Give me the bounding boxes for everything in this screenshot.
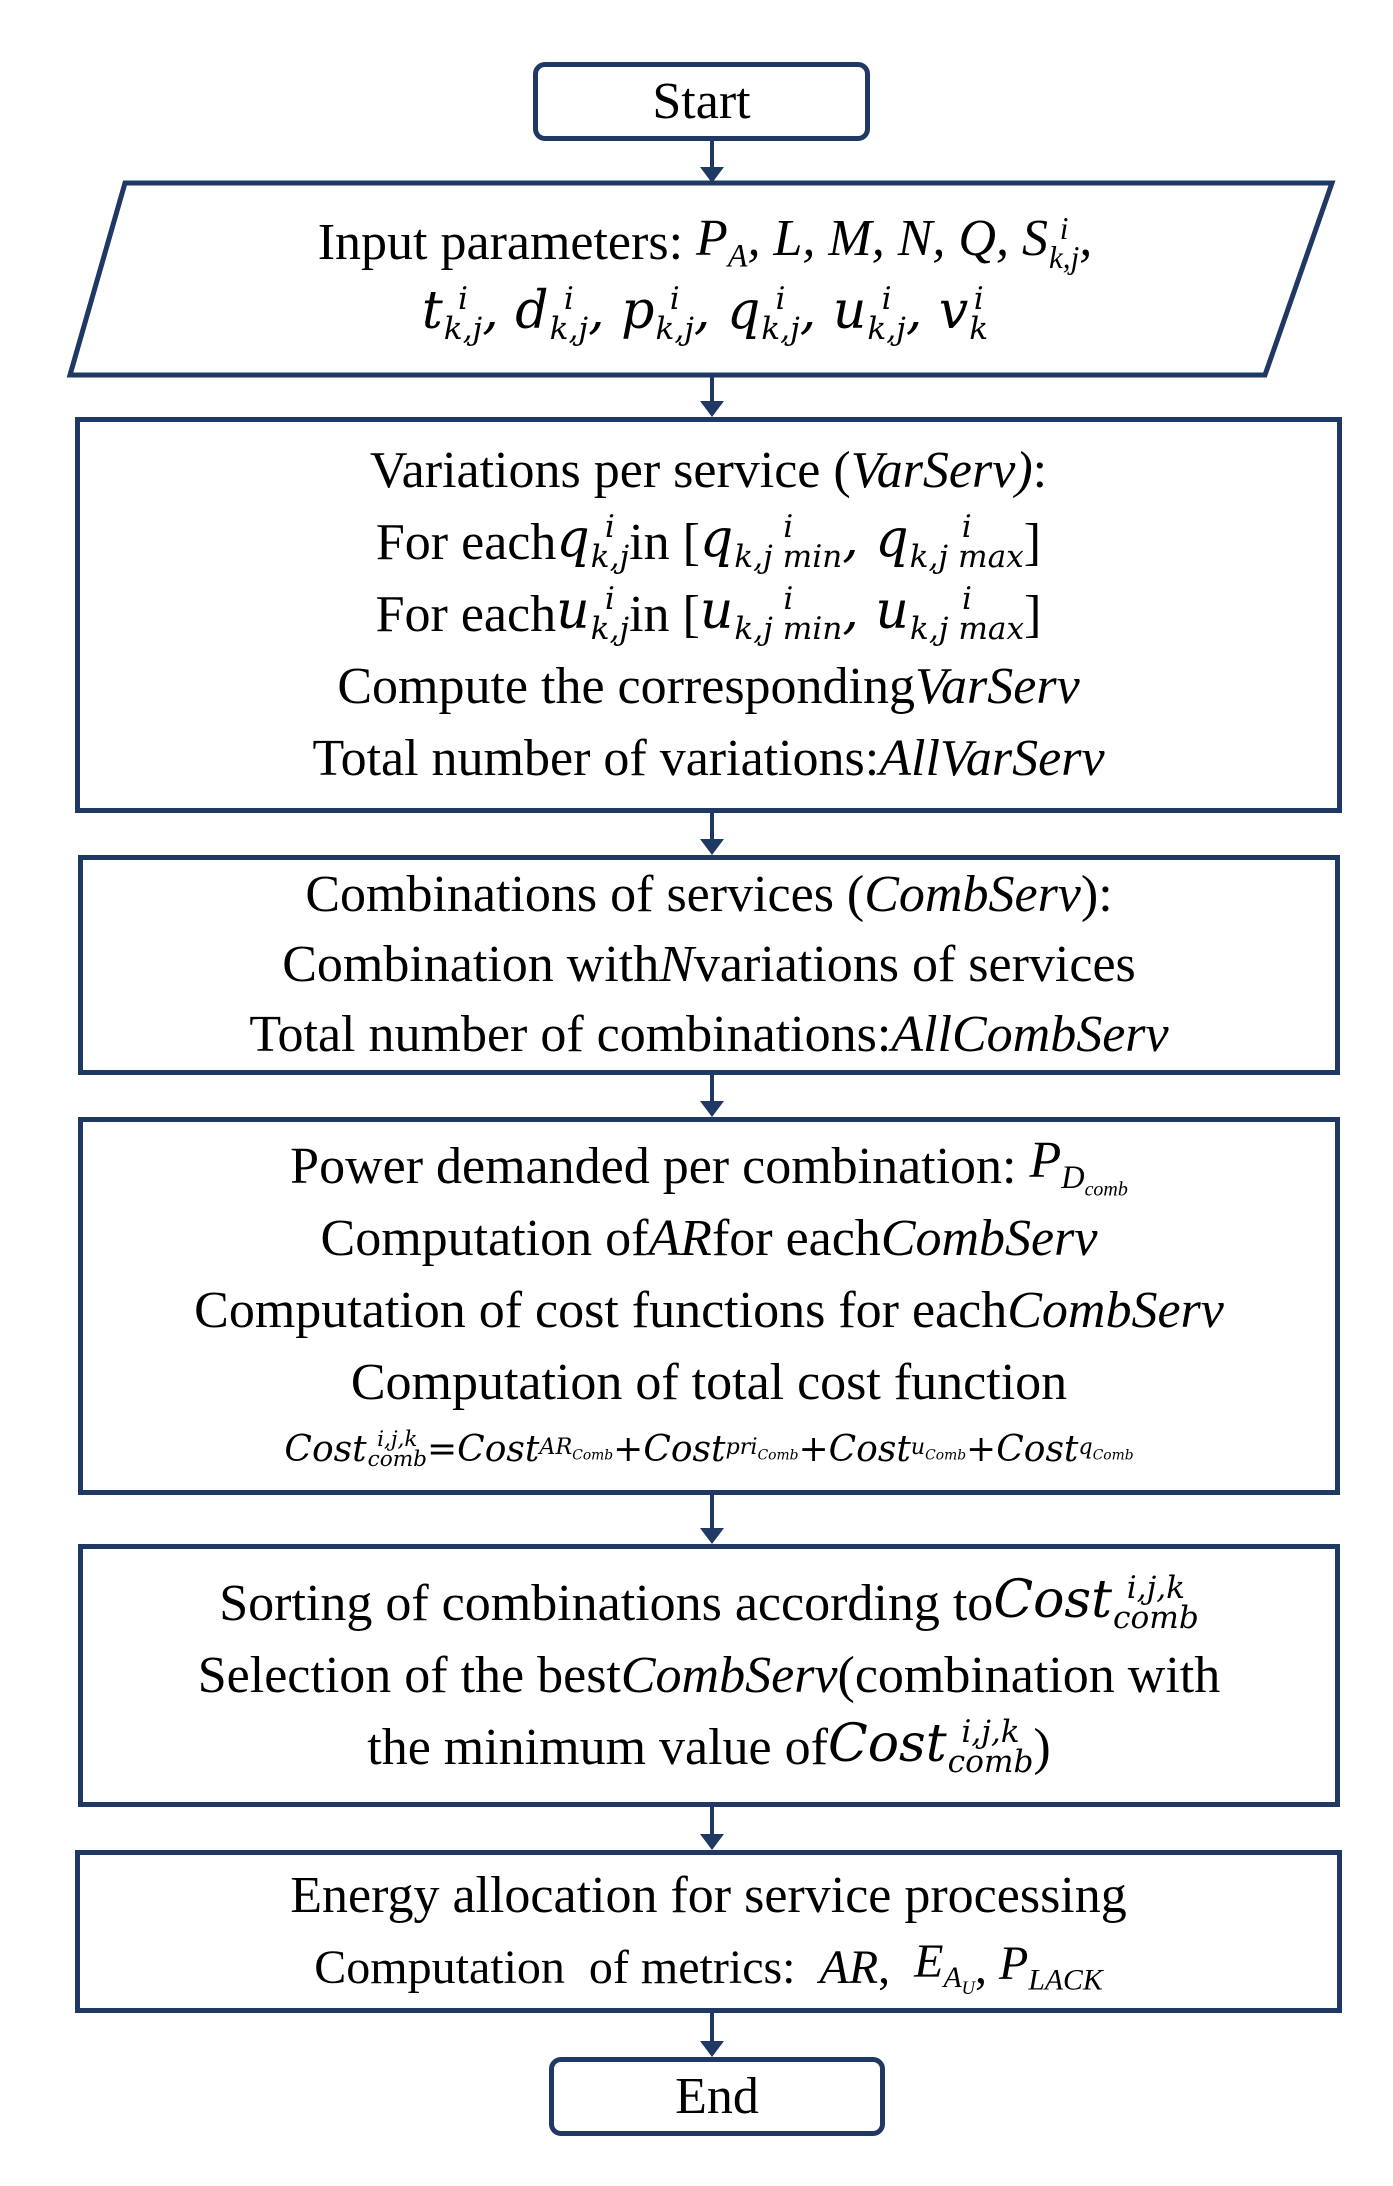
cost-line-power: Power demanded per combination: $P_{D_{comb}}$ — [290, 1131, 1128, 1201]
varserv-line-q: For each q i k,j in [ q i k,j min , q i k,j max ] — [375, 509, 1042, 575]
start-terminal — [533, 62, 870, 141]
energy-process-box — [75, 1850, 1342, 2013]
sorting-process-box — [78, 1544, 1340, 1807]
cost-line-total: Computation of total cost function — [350, 1354, 1068, 1411]
end-label: End — [675, 2067, 759, 2125]
cost-formula: Cost i,j,k comb = Cost $AR_{Comb}$ + Cost pri$_{Comb}$ + Cost $u_{Comb}$ + Cost $q_{Comb}$ — [284, 1426, 1134, 1472]
input-line-1: Input parameters: $P_A$, L, M, N, Q, S i k,j , — [317, 210, 1093, 276]
combserv-line-total: Total number of combinations: AllCombServ — [249, 1006, 1169, 1063]
varserv-line-u: For each u i k,j in [ u i k,j min , u i k,j max ] — [375, 581, 1042, 647]
input-parameters-block — [130, 190, 1280, 368]
cost-line-ar: Computation of AR for each CombServ — [320, 1210, 1098, 1267]
cost-process-box — [78, 1117, 1340, 1495]
sorting-line-2: Selection of the best CombServ (combination with — [197, 1646, 1221, 1704]
energy-line-2: Computation of metrics: AR , $E_{A_U}$ , $P_{LACK}$ — [314, 1934, 1103, 1999]
varserv-process-box — [75, 417, 1342, 813]
combserv-title: Combinations of services ( CombServ ): — [305, 866, 1113, 923]
sorting-line-1: Sorting of combinations according to Cost i,j,k comb — [219, 1569, 1199, 1636]
start-label: Start — [652, 72, 751, 130]
combserv-process-box — [78, 855, 1340, 1075]
input-vars-2: t i k,j , d i k,j , p i k,j , q i k,j , u i k,j , v i k — [421, 281, 989, 347]
input-line-2 — [422, 279, 988, 351]
cost-line-functions: Computation of cost functions for each CombServ — [194, 1282, 1224, 1339]
varserv-line-total: Total number of variations: AllVarServ — [312, 730, 1105, 787]
end-terminal — [549, 2057, 885, 2136]
combserv-line-combination: Combination with N variations of services — [282, 936, 1136, 993]
energy-line-1: Energy allocation for service processing — [290, 1866, 1127, 1924]
sorting-line-3: the minimum value of Cost i,j,k comb ) — [367, 1713, 1051, 1780]
varserv-title: Variations per service ( VarServ) : — [369, 442, 1048, 499]
varserv-line-compute: Compute the corresponding VarServ — [337, 658, 1080, 715]
